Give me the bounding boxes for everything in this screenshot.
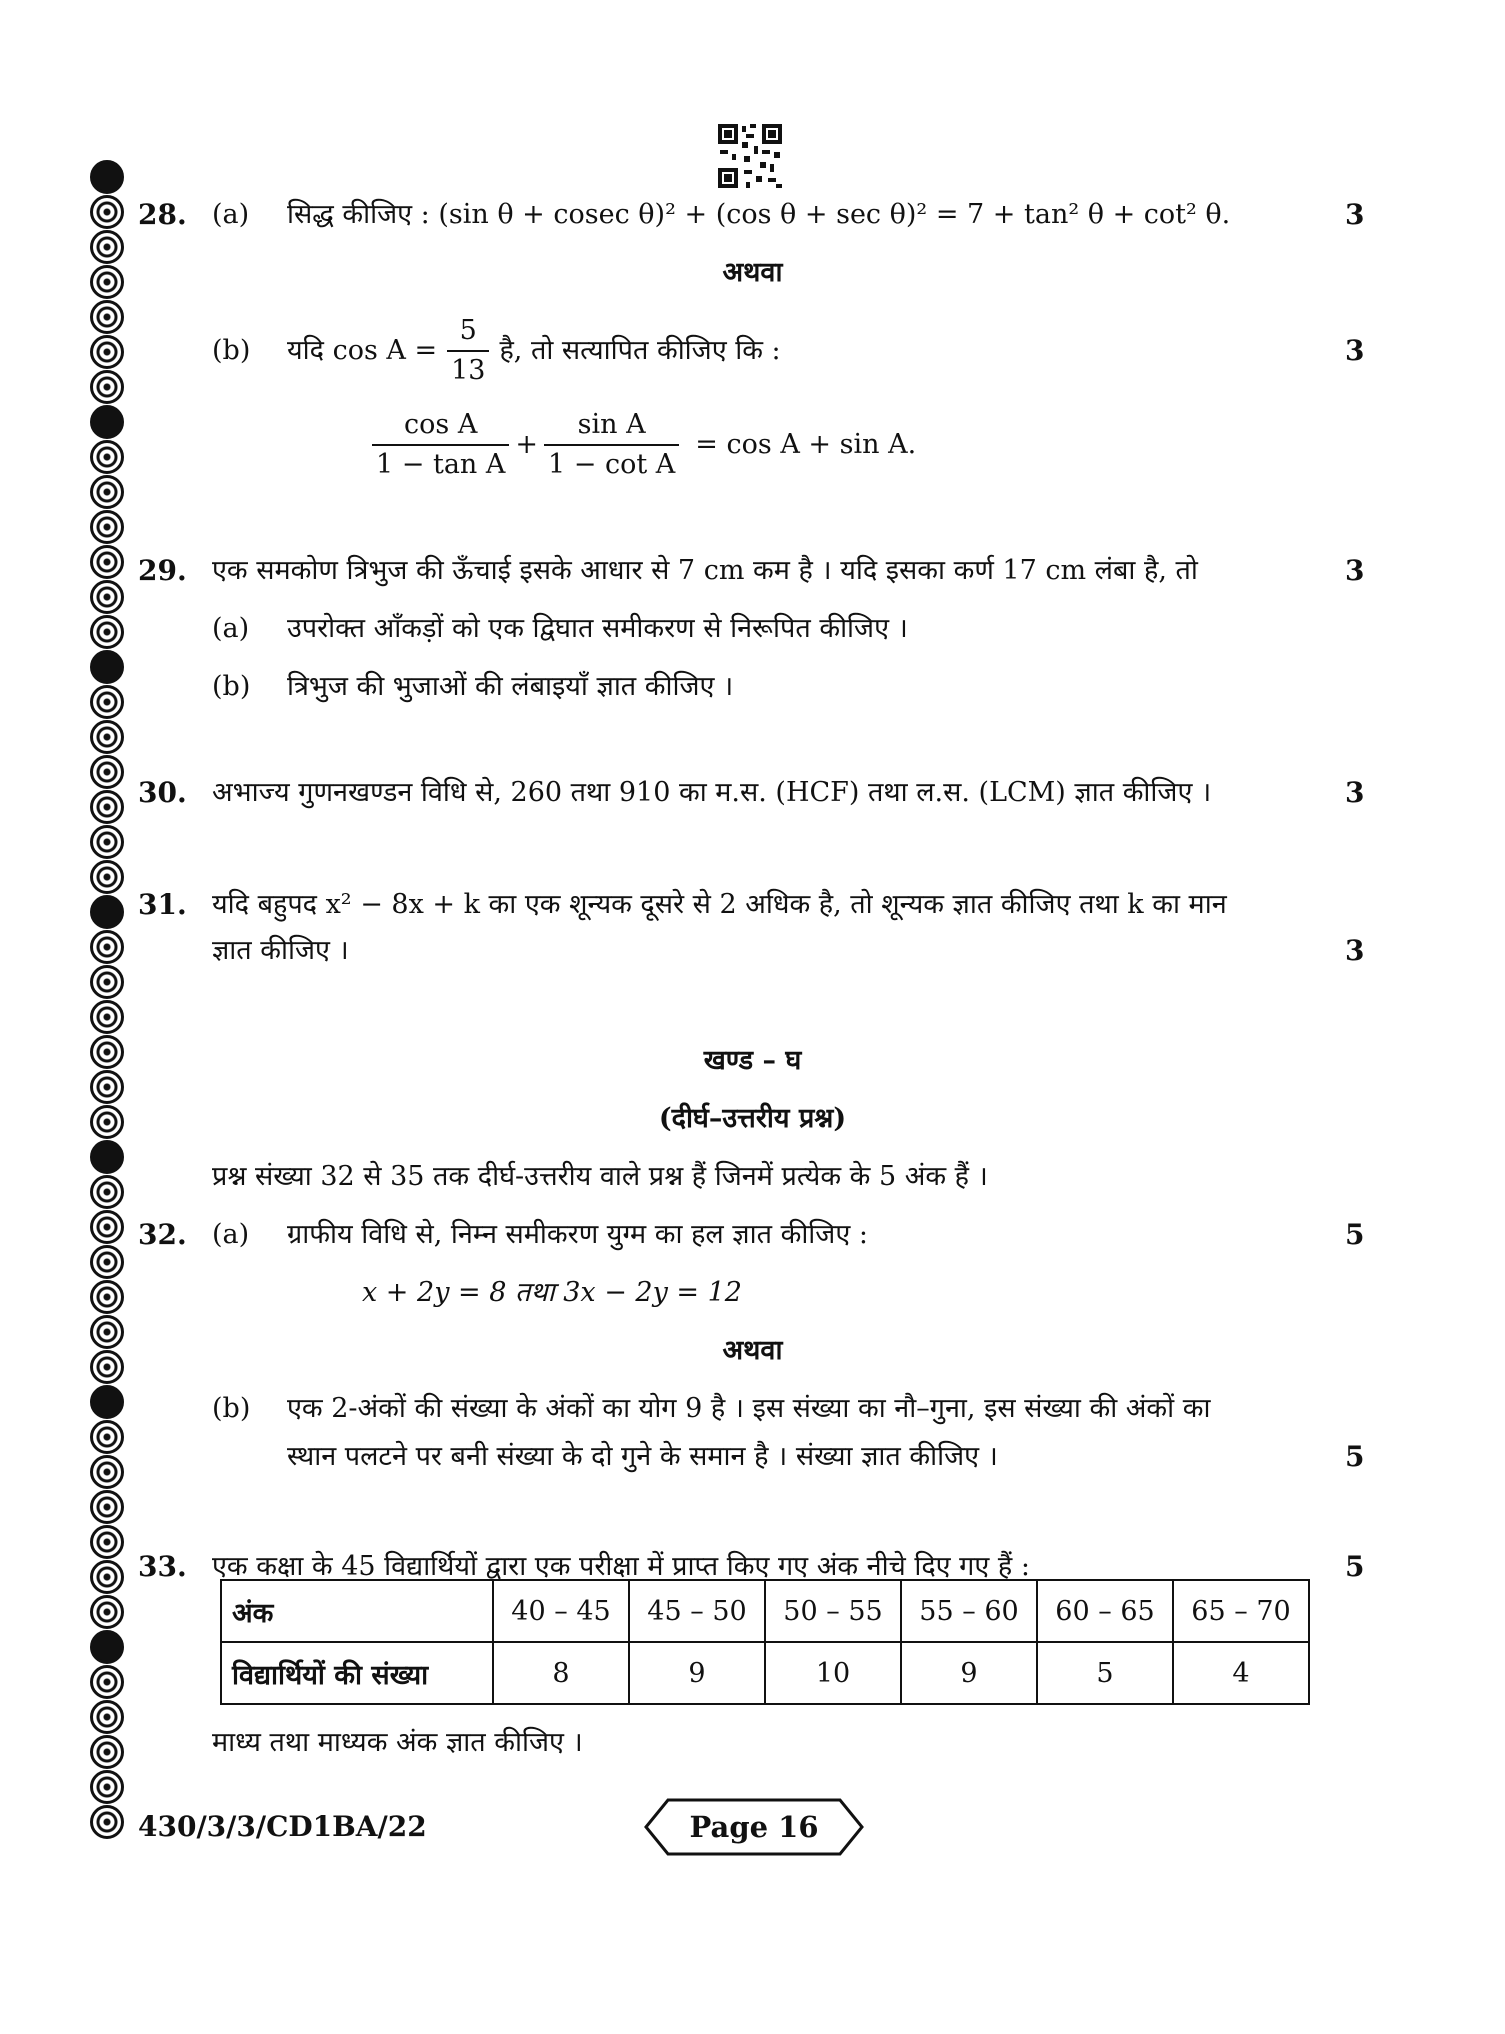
equation-pair: x + 2y = 8 तथा 3x − 2y = 12 (362, 1277, 742, 1308)
margin-ring-icon (90, 1490, 124, 1524)
fraction-denominator: 1 − tan A (376, 449, 506, 480)
fraction-numerator: cos A (372, 406, 509, 446)
option-label-b: (b) (212, 671, 251, 702)
margin-ring-icon (90, 1455, 124, 1489)
section-title: खण्ड – घ (703, 1045, 802, 1076)
option-label-b: (b) (212, 1393, 251, 1424)
fraction-sin-over (544, 406, 679, 484)
question-number-30: 30. (138, 776, 187, 809)
margin-ring-icon (90, 545, 124, 579)
table-header-cell: विद्यार्थियों की संख्या (221, 1642, 493, 1704)
margin-ring-icon (90, 510, 124, 544)
margin-ring-icon (90, 335, 124, 369)
marks-28b: 3 (1345, 334, 1365, 367)
qr-code-icon (716, 122, 784, 190)
question-30-text: अभाज्य गुणनखण्डन विधि से, 260 तथा 910 का म.स. (HCF) तथा ल.स. (LCM) ज्ञात कीजिए । (212, 777, 1212, 808)
question-number-32: 32. (138, 1218, 187, 1251)
or-divider: अथवा (722, 1335, 783, 1366)
margin-ring-icon (90, 1140, 124, 1174)
frequency-cell: 9 (901, 1642, 1037, 1704)
page-number: Page 16 (689, 1810, 819, 1844)
margin-ring-icon (90, 1385, 124, 1419)
plus-sign: + (515, 429, 539, 460)
equation-rhs: = cos A + sin A. (695, 429, 917, 460)
fraction-5-13 (447, 312, 489, 390)
question-29-text: एक समकोण त्रिभुज की ऊँचाई इसके आधार से 7 cm कम है । यदि इसका कर्ण 17 cm लंबा है, तो (212, 555, 1198, 586)
margin-ring-icon (90, 1210, 124, 1244)
margin-ring-icon (90, 860, 124, 894)
identity-equation (372, 404, 916, 486)
margin-ring-icon (90, 895, 124, 929)
fraction-numerator: sin A (544, 406, 679, 446)
marks-31: 3 (1345, 934, 1365, 967)
question-28b-text-pre: यदि cos A = (287, 335, 438, 366)
margin-ring-icon (90, 1245, 124, 1279)
question-33-text: एक कक्षा के 45 विद्यार्थियों द्वारा एक परीक्षा में प्राप्त किए गए अंक नीचे दिए गए हैं : (212, 1551, 1030, 1582)
question-32b-line1: एक 2-अंकों की संख्या के अंकों का योग 9 है । इस संख्या का नौ–गुना, इस संख्या की अंकों का (287, 1393, 1211, 1424)
margin-ring-icon (90, 965, 124, 999)
margin-ring-icon (90, 720, 124, 754)
marks-29: 3 (1345, 554, 1365, 587)
question-number-33: 33. (138, 1550, 187, 1583)
margin-ring-icon (90, 930, 124, 964)
question-28b-text-post: है, तो सत्यापित कीजिए कि : (499, 335, 781, 366)
marks-33: 5 (1345, 1550, 1365, 1583)
class-interval-cell: 55 – 60 (901, 1580, 1037, 1642)
question-28b-text (287, 310, 781, 392)
margin-ring-icon (90, 195, 124, 229)
question-32a-text: ग्राफीय विधि से, निम्न समीकरण युग्म का हल ज्ञात कीजिए : (287, 1219, 868, 1250)
option-label-a: (a) (212, 613, 250, 644)
margin-ring-icon (90, 1630, 124, 1664)
margin-ring-icon (90, 755, 124, 789)
margin-ring-icon (90, 370, 124, 404)
option-label-a: (a) (212, 1219, 250, 1250)
question-number-29: 29. (138, 554, 187, 587)
margin-ring-icon (90, 1280, 124, 1314)
margin-ring-icon (90, 405, 124, 439)
margin-ring-icon (90, 650, 124, 684)
table-header-cell: अंक (221, 1580, 493, 1642)
margin-ring-icon (90, 160, 124, 194)
section-subtitle: (दीर्घ–उत्तरीय प्रश्न) (658, 1103, 847, 1134)
question-29b-text: त्रिभुज की भुजाओं की लंबाइयाँ ज्ञात कीजिए । (287, 671, 734, 702)
frequency-cell: 10 (765, 1642, 901, 1704)
table-row (221, 1580, 1309, 1642)
section-instruction: प्रश्न संख्या 32 से 35 तक दीर्घ-उत्तरीय वाले प्रश्न हैं जिनमें प्रत्येक के 5 अंक हैं । (212, 1161, 988, 1192)
margin-ring-icon (90, 1665, 124, 1699)
margin-ring-icon (90, 790, 124, 824)
class-interval-cell: 50 – 55 (765, 1580, 901, 1642)
class-interval-cell: 65 – 70 (1173, 1580, 1309, 1642)
question-number-31: 31. (138, 888, 187, 921)
question-31-line2: ज्ञात कीजिए । (212, 935, 349, 966)
paper-code: 430/3/3/CD1BA/22 (138, 1810, 427, 1843)
margin-ring-icon (90, 1700, 124, 1734)
or-divider: अथवा (722, 257, 783, 288)
margin-ring-icon (90, 615, 124, 649)
marks-distribution-table (220, 1579, 1310, 1705)
margin-ring-icon (90, 1770, 124, 1804)
margin-ring-icon (90, 440, 124, 474)
marks-28a: 3 (1345, 198, 1365, 231)
option-label-a: (a) (212, 199, 250, 230)
marks-30: 3 (1345, 776, 1365, 809)
margin-ring-icon (90, 1805, 124, 1839)
margin-ring-icon (90, 685, 124, 719)
marks-32b: 5 (1345, 1440, 1365, 1473)
frequency-cell: 9 (629, 1642, 765, 1704)
question-28a-text: सिद्ध कीजिए : (sin θ + cosec θ)² + (cos θ + sec θ)² = 7 + tan² θ + cot² θ. (287, 199, 1231, 230)
margin-ring-icon (90, 300, 124, 334)
page-number-badge (644, 1798, 864, 1856)
margin-ring-icon (90, 1595, 124, 1629)
margin-ring-icon (90, 1560, 124, 1594)
margin-ring-icon (90, 1735, 124, 1769)
frequency-cell: 8 (493, 1642, 629, 1704)
fraction-denominator: 1 − cot A (548, 449, 676, 480)
margin-ring-icon (90, 1525, 124, 1559)
question-32b-line2: स्थान पलटने पर बनी संख्या के दो गुने के समान है । संख्या ज्ञात कीजिए । (287, 1441, 998, 1472)
question-33-footer-text: माध्य तथा माध्यक अंक ज्ञात कीजिए । (212, 1727, 583, 1758)
frequency-cell: 5 (1037, 1642, 1173, 1704)
class-interval-cell: 45 – 50 (629, 1580, 765, 1642)
margin-ring-rail (86, 160, 130, 1840)
question-29a-text: उपरोक्त आँकड़ों को एक द्विघात समीकरण से निरूपित कीजिए । (287, 613, 908, 644)
table-row (221, 1642, 1309, 1704)
margin-ring-icon (90, 475, 124, 509)
marks-32a: 5 (1345, 1218, 1365, 1251)
margin-ring-icon (90, 1000, 124, 1034)
margin-ring-icon (90, 825, 124, 859)
margin-ring-icon (90, 1420, 124, 1454)
question-number-28: 28. (138, 198, 187, 231)
class-interval-cell: 60 – 65 (1037, 1580, 1173, 1642)
fraction-denominator: 13 (451, 355, 486, 386)
question-31-line1: यदि बहुपद x² − 8x + k का एक शून्यक दूसरे से 2 अधिक है, तो शून्यक ज्ञात कीजिए तथा k का मान (212, 889, 1227, 920)
margin-ring-icon (90, 1175, 124, 1209)
option-label-b: (b) (212, 335, 251, 366)
margin-ring-icon (90, 580, 124, 614)
fraction-numerator: 5 (447, 312, 489, 352)
frequency-cell: 4 (1173, 1642, 1309, 1704)
class-interval-cell: 40 – 45 (493, 1580, 629, 1642)
fraction-cos-over (372, 406, 509, 484)
